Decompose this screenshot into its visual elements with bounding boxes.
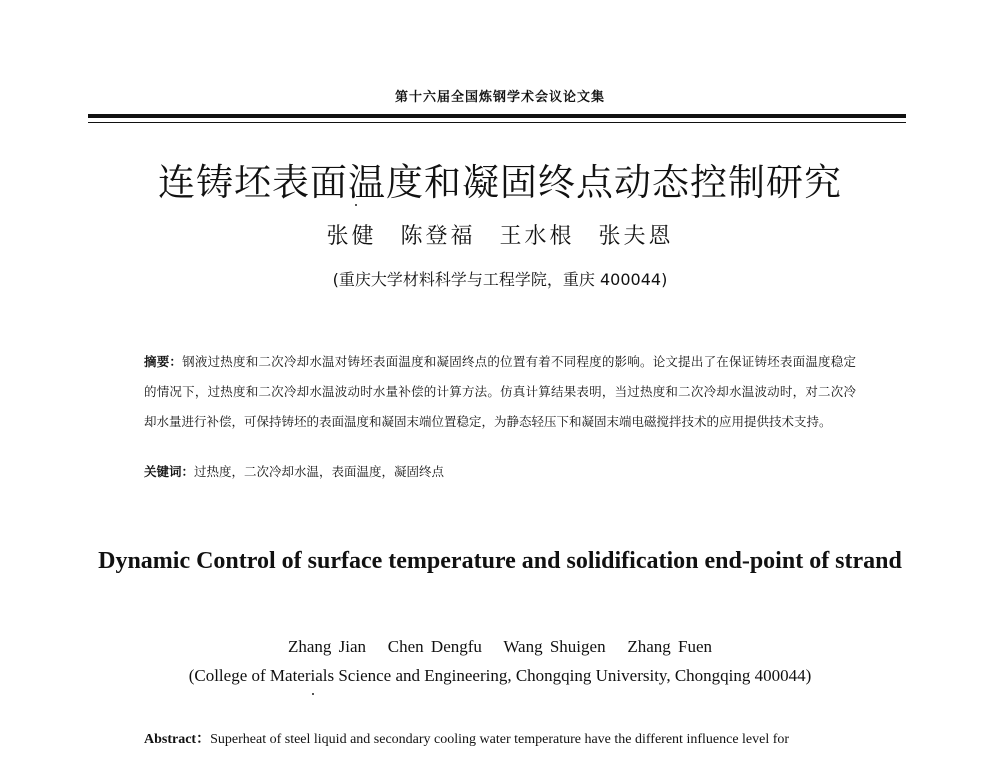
chinese-abstract-text: 钢液过热度和二次冷却水温对铸坯表面温度和凝固终点的位置有着不同程度的影响。论文提出了在保证铸坯表面温度稳定的情况下，过热度和二次冷却水温波动时水量补偿的计算方法。仿真计算结果表明，当过热度和二次冷却水温波动时，对二次冷却水量进行补偿，可保持铸坯的表面温度和凝固末端位置稳定，为静态轻压下和凝固末端电磁搅拌技术的应用提供技术支持。 xyxy=(144,354,856,429)
chinese-affiliation: (重庆大学材料科学与工程学院，重庆 400044) xyxy=(332,270,668,289)
english-authors xyxy=(0,637,1000,657)
author-cn-4: 张夫恩 xyxy=(598,224,674,249)
english-abstract xyxy=(144,727,856,753)
author-cn-1: 张健 xyxy=(326,224,377,249)
chinese-title: 连铸坯表面温度和凝固终点动态控制研究 xyxy=(158,161,842,204)
author-en-4: Zhang Fuen xyxy=(627,637,713,656)
english-title: Dynamic Control of surface temperature and solidification end-point of strand xyxy=(98,548,902,574)
chinese-keywords-label: 关键词： xyxy=(144,464,195,479)
chinese-authors xyxy=(0,219,1000,250)
chinese-abstract-label: 摘要： xyxy=(144,354,183,369)
english-abstract-text: Superheat of steel liquid and secondary cooling water temperature have the different influence level for xyxy=(210,732,790,747)
chinese-abstract xyxy=(144,347,856,437)
scan-speck xyxy=(355,204,357,206)
chinese-keywords xyxy=(144,462,856,480)
header-rule-thin xyxy=(88,122,906,123)
author-en-2: Chen Dengfu xyxy=(387,637,482,656)
author-en-3: Wang Shuigen xyxy=(503,637,606,656)
english-abstract-label: Abstract： xyxy=(144,732,211,747)
author-cn-2: 陈登福 xyxy=(400,224,476,249)
running-head: 第十六届全国炼钢学术会议论文集 xyxy=(394,90,605,105)
english-affiliation: (College of Materials Science and Engineering, Chongqing University, Chongqing 400044) xyxy=(188,666,812,685)
scan-speck xyxy=(312,693,314,695)
author-cn-3: 王水根 xyxy=(499,224,575,249)
chinese-keywords-text: 过热度，二次冷却水温，表面温度，凝固终点 xyxy=(194,464,445,479)
author-en-1: Zhang Jian xyxy=(287,637,367,656)
header-rule-thick xyxy=(88,114,906,118)
